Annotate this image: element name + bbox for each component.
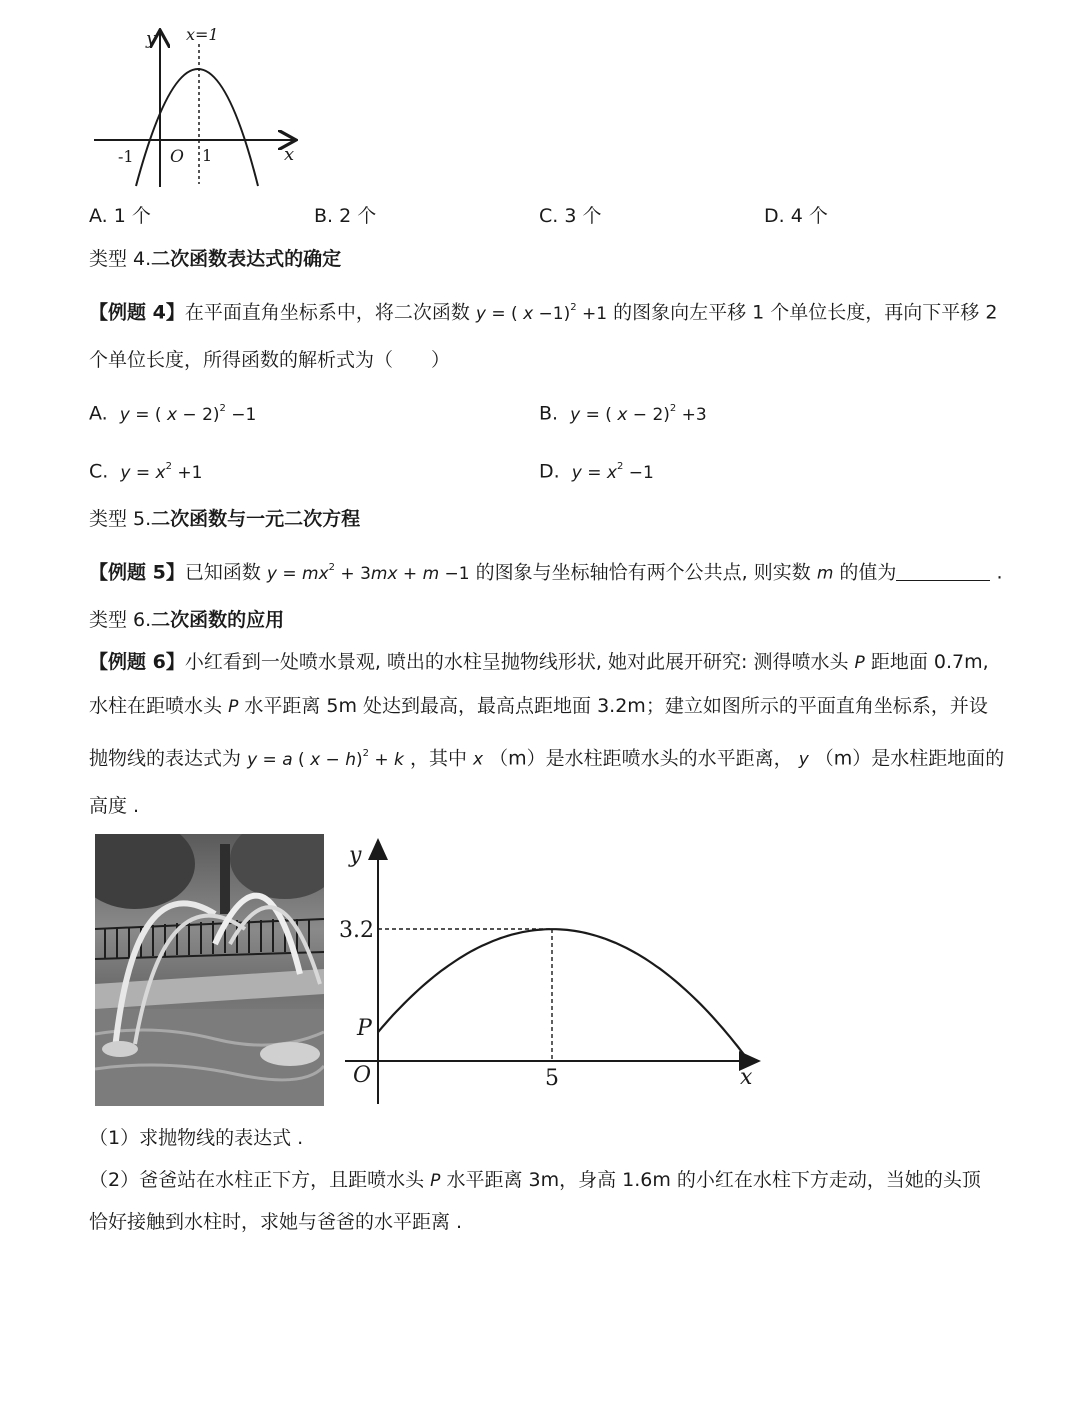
example5-formula: $y = mx^2 + 3mx + m -1$ xyxy=(266,562,470,584)
type5-heading-num: 类型 5. xyxy=(89,508,152,530)
example5-text-b: 的图象与坐标轴恰有两个公共点, 则实数 xyxy=(475,561,811,584)
example4-formula: y = ( x −1)$^2$ +1 xyxy=(475,302,608,324)
q3-parabola-curve xyxy=(136,69,258,186)
subquestion-2-text-a: （2）爸爸站在水柱正下方，且距喷水头 xyxy=(89,1169,425,1191)
example6-text-3b: ，其中 xyxy=(409,747,467,770)
fountain-origin-label: O xyxy=(353,1063,372,1088)
example4-option-b: B. y = ( x − 2)$^2$ +3 xyxy=(539,402,707,425)
subquestion-2-line2: 恰好接触到水柱时，求她与爸爸的水平距离 . xyxy=(89,1211,463,1233)
type4-heading-num: 类型 4. xyxy=(89,248,152,270)
type4-heading-text: 二次函数表达式的确定 xyxy=(151,248,342,270)
example4-text-a: 在平面直角坐标系中，将二次函数 xyxy=(184,301,470,324)
subquestion-2-line1: （2）爸爸站在水柱正下方，且距喷水头 P 水平距离 3m，身高 1.6m 的小红在水柱下方走动，当她的头顶 xyxy=(89,1169,981,1191)
q3-tick-neg1: -1 xyxy=(118,147,134,166)
example6-line3: 抛物线的表达式为 y = a ( x − h)$^2$ + k ，其中 x （m）是水柱距喷水头的水平距离， y （m）是水柱距地面的 xyxy=(89,747,1005,770)
option-d-label: D. xyxy=(539,460,560,483)
example4-line2: 个单位长度，所得函数的解析式为（ ） xyxy=(89,349,451,371)
option-b-label: B. xyxy=(539,402,559,425)
example6-text-2a: 水柱在距喷水头 xyxy=(89,695,223,717)
example4-option-a: A. y = ( x − 2)$^2$ −1 xyxy=(89,402,257,425)
subquestion-2-text-b: 水平距离 3m，身高 1.6m 的小红在水柱下方走动，当她的头顶 xyxy=(446,1169,981,1191)
example4-line1 xyxy=(89,297,997,327)
fountain-x-label: x xyxy=(740,1065,753,1090)
example6-line1: 【例题 6】小红看到一处喷水景观, 喷出的水柱呈抛物线形状, 她对此展开研究: 测得喷水头 P 距地面 0.7m, xyxy=(89,651,989,673)
q3-option-b: B. 2 个 xyxy=(314,205,377,227)
fountain-y-label: y xyxy=(349,843,362,868)
example5-label: 【例题 5】 xyxy=(89,561,185,584)
fountain-parabola-graph xyxy=(335,832,775,1112)
example6-text-3a: 抛物线的表达式为 xyxy=(89,747,242,770)
example6-text-3d: （m）是水柱距地面的 xyxy=(814,747,1005,770)
example5-line: 【例题 5】已知函数 $y = mx^2 + 3mx + m -1$ 的图象与坐标轴恰有两个公共点, 则实数 m 的值为 . xyxy=(89,561,1003,584)
fountain-max-label: 3.2 xyxy=(339,918,374,943)
q3-origin-label: O xyxy=(170,147,184,167)
q3-tick-1: 1 xyxy=(202,146,213,165)
example6-text-2b: 水平距离 5m 处达到最高，最高点距地面 3.2m；建立如图所示的平面直角坐标系，并设 xyxy=(244,695,988,717)
fountain-parabola-curve xyxy=(378,929,749,1061)
example4-option-c: C. $y = x^2 +1$ xyxy=(89,460,203,483)
type5-heading-text: 二次函数与一元二次方程 xyxy=(151,508,361,530)
example6-label: 【例题 6】 xyxy=(89,651,185,673)
q3-x-label: x xyxy=(284,144,295,165)
type6-heading-num: 类型 6. xyxy=(89,609,152,631)
fountain-p-label: P xyxy=(357,1016,372,1041)
type5-heading xyxy=(89,506,360,532)
q3-option-c: C. 3 个 xyxy=(539,205,602,227)
example5-end: . xyxy=(996,561,1003,584)
subquestion-1: （1）求抛物线的表达式 . xyxy=(89,1127,304,1149)
example4-label: 【例题 4】 xyxy=(89,301,185,324)
q3-parabola-graph xyxy=(88,22,308,192)
type6-heading xyxy=(89,607,284,633)
fountain-photo xyxy=(95,834,324,1106)
q3-option-d: D. 4 个 xyxy=(764,205,828,227)
type6-heading-text: 二次函数的应用 xyxy=(151,609,285,631)
example4-text-b: 的图象向左平移 1 个单位长度，再向下平移 2 xyxy=(613,301,998,324)
example6-text-1a: 小红看到一处喷水景观, 喷出的水柱呈抛物线形状, 她对此展开研究: 测得喷水头 xyxy=(184,651,849,673)
q3-line-label: x=1 xyxy=(186,25,219,44)
example6-line4: 高度 . xyxy=(89,795,140,817)
example4-option-d: D. $y = x^2 -1$ xyxy=(539,460,654,483)
example5-text-a: 已知函数 xyxy=(184,561,261,584)
option-c-label: C. xyxy=(89,460,109,483)
example6-formula: y = a ( x − h)$^2$ + k xyxy=(247,748,404,770)
example6-text-3c: （m）是水柱距喷水头的水平距离， xyxy=(489,747,793,770)
q3-option-a: A. 1 个 xyxy=(89,205,151,227)
example6-line2: 水柱在距喷水头 P 水平距离 5m 处达到最高，最高点距地面 3.2m；建立如图所示的平面直角坐标系，并设 xyxy=(89,695,988,717)
fountain-x5-label: 5 xyxy=(545,1066,559,1091)
example5-text-c: 的值为 xyxy=(839,561,897,584)
q3-y-label: y xyxy=(146,28,157,49)
type4-heading xyxy=(89,246,341,272)
answer-blank[interactable] xyxy=(896,562,990,581)
example6-text-1b: 距地面 0.7m, xyxy=(870,651,989,673)
option-a-label: A. xyxy=(89,402,108,425)
